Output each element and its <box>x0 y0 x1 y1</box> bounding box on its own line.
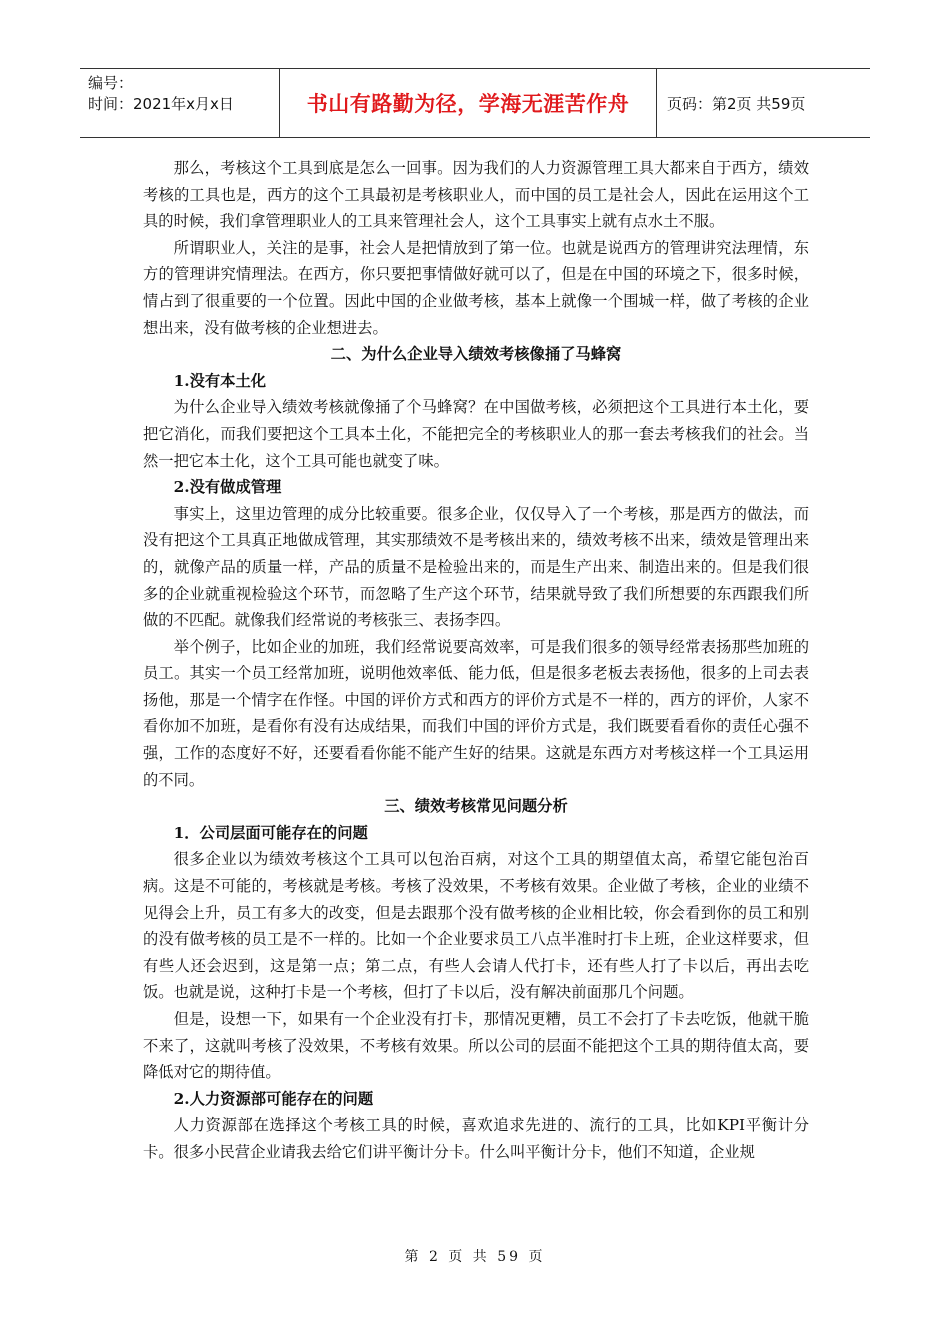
paragraph: 但是，设想一下，如果有一个企业没有打卡，那情况更糟，员工不会打了卡去吃饭，他就干脆不来了，这就叫考核了没效果，不考核有效果。所以公司的层面不能把这个工具的期待值太高，要降低对它的期待值。 <box>143 1010 809 1082</box>
paragraph: 事实上，这里边管理的成分比较重要。很多企业，仅仅导入了一个考核，那是西方的做法，而没有把这个工具真正地做成管理，其实那绩效不是考核出来的，绩效考核不出来，绩效是管理出来的，就像产品的质量一样，产品的质量不是检验出来的，而是生产出来、制造出来的。但是我们很多的企业就重视检验这个环节，而忽略了生产这个环节，结果就导致了我们所想要的东西跟我们所做的不匹配。就像我们经常说的考核张三、表扬李四。 <box>143 504 809 630</box>
subsection-heading: 2.人力资源部可能存在的问题 <box>173 1089 374 1108</box>
paragraph: 很多企业以为绩效考核这个工具可以包治百病，对这个工具的期望值太高，希望它能包治百病。这是不可能的，考核就是考核。考核了没效果，不考核有效果。企业做了考核，企业的业绩不见得会上升，员工有多大的改变，但是去跟那个没有做考核的企业相比较，你会看到你的员工和别的没有做考核的员工是不一样的。比如一个企业要求员工八点半准时打卡上班，企业这样要求，但有些人还会迟到，这是第一点；第二点，有些人会请人代打卡，还有些人打了卡以后，再出去吃饭。也就是说，这种打卡是一个考核，但打了卡以后，没有解决前面那几个问题。 <box>143 850 809 1002</box>
paragraph: 举个例子，比如企业的加班，我们经常说要高效率，可是我们很多的领导经常表扬那些加班的员工。其实一个员工经常加班，说明他效率低、能力低，但是很多老板去表扬他，很多的上司去表扬他，那是一个情字在作怪。中国的评价方式和西方的评价方式是不一样的，西方的评价，人家不看你加不加班，是看你有没有达成结果，而我们中国的评价方式是，我们既要看看你的责任心强不强，工作的态度好不好，还要看看你能不能产生好的结果。这就是东西方对考核这样一个工具运用的不同。 <box>143 637 809 789</box>
document-header <box>80 68 870 138</box>
paragraph: 人力资源部在选择这个考核工具的时候，喜欢追求先进的、流行的工具，比如KPI平衡计分卡。很多小民营企业请我去给它们讲平衡计分卡。什么叫平衡计分卡，他们不知道，企业规 <box>143 1116 809 1161</box>
subsection-heading: 2.没有做成管理 <box>173 478 282 497</box>
header-meta-cell <box>80 69 280 137</box>
page-info: 页码：第2页 共59页 <box>667 94 806 113</box>
subsection-heading: 1.没有本土化 <box>173 371 267 390</box>
paragraph: 那么，考核这个工具到底是怎么一回事。因为我们的人力资源管理工具大都来自于西方，绩效考核的工具也是，西方的这个工具最初是考核职业人，而中国的员工是社会人，因此在运用这个工具的时候，我们拿管理职业人的工具来管理社会人，这个工具事实上就有点水土不服。 <box>143 159 809 231</box>
section-heading: 三、绩效考核常见问题分析 <box>384 797 568 816</box>
serial-number-label: 编号： <box>88 74 134 92</box>
subsection-heading: 1．公司层面可能存在的问题 <box>173 823 368 842</box>
document-body <box>143 155 809 1166</box>
motto-banner: 书山有路勤为径，学海无涯苦作舟 <box>280 69 657 137</box>
paragraph: 所谓职业人，关注的是事，社会人是把情放到了第一位。也就是说西方的管理讲究法理情，东方的管理讲究情理法。在西方，你只要把事情做好就可以了，但是在中国的环境之下，很多时候，情占到了很重要的一个位置。因此中国的企业做考核，基本上就像一个围城一样，做了考核的企业想出来，没有做考核的企业想进去。 <box>143 238 809 337</box>
section-heading: 二、为什么企业导入绩效考核像捅了马蜂窝 <box>330 345 622 364</box>
page-footer: 第 2 页 共 59 页 <box>404 1249 546 1265</box>
date-label: 时间：2021年x月x日 <box>88 95 234 113</box>
paragraph: 为什么企业导入绩效考核就像捅了个马蜂窝？在中国做考核，必须把这个工具进行本土化，要把它消化，而我们要把这个工具本土化，不能把完全的考核职业人的那一套去考核我们的社会。当然一把它本土化，这个工具可能也就变了味。 <box>143 398 809 470</box>
